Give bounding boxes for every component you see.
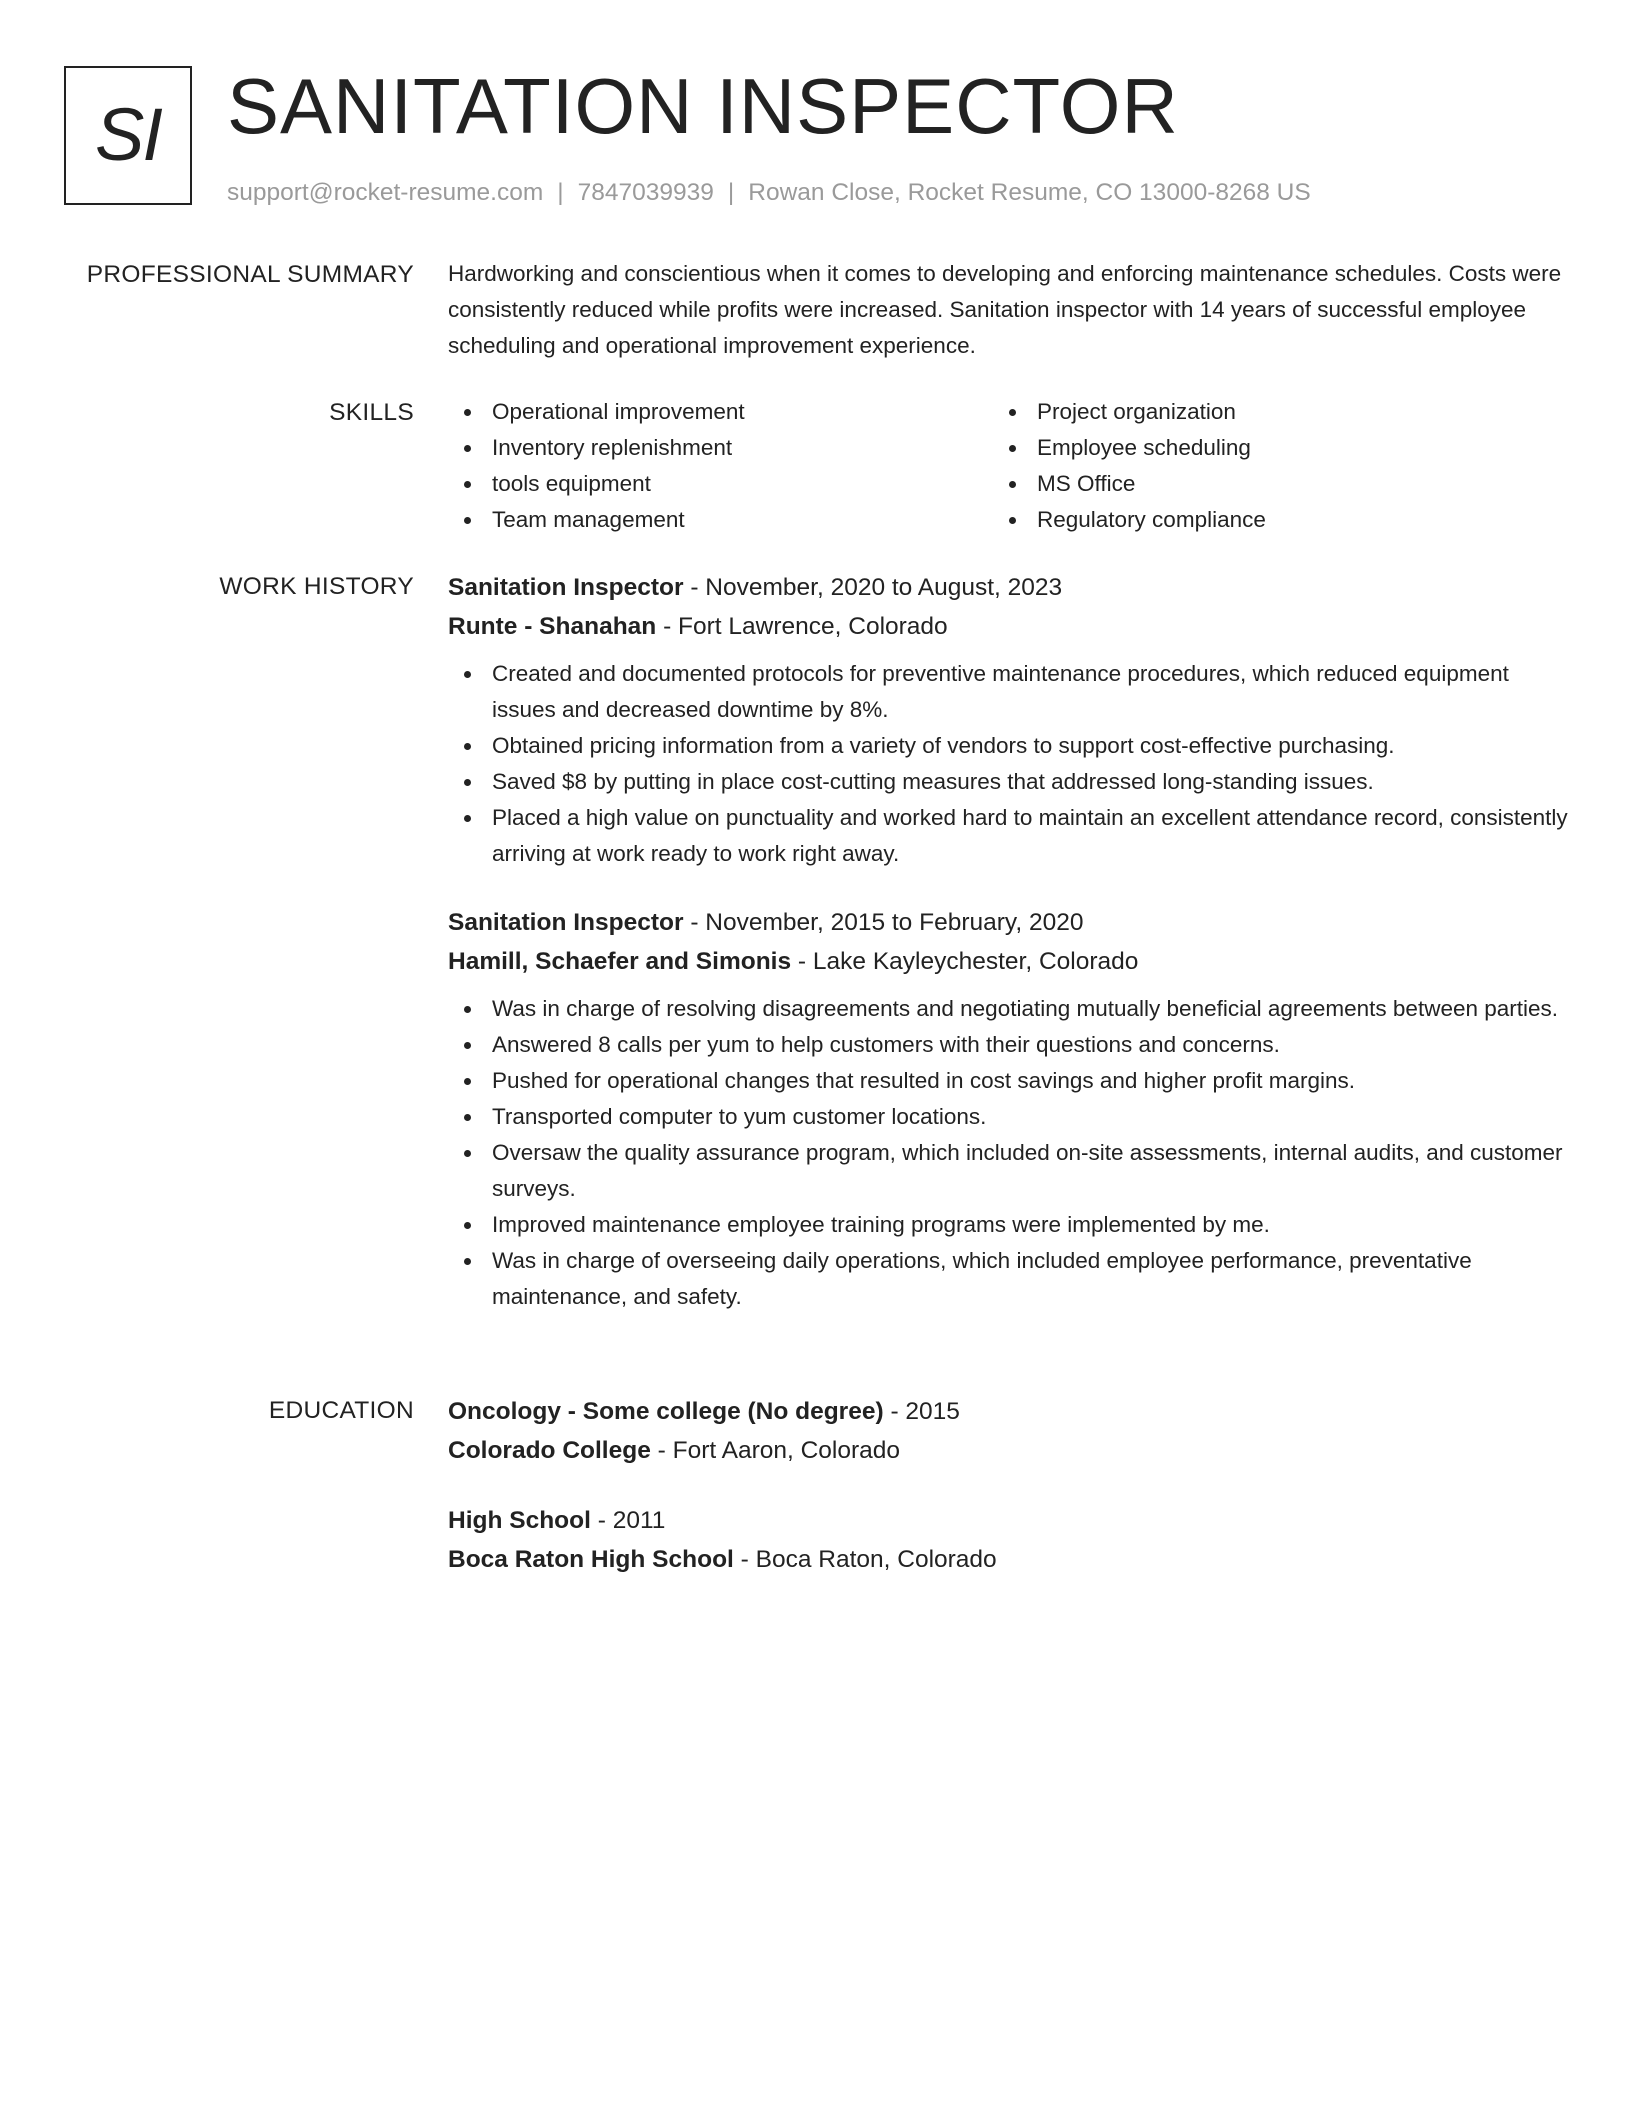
education-entry <box>448 1501 1628 1579</box>
job-entry <box>448 568 1628 872</box>
contact-email[interactable]: support@rocket-resume.com <box>227 179 544 206</box>
education-entry <box>448 1392 1628 1470</box>
job-bullet: Oversaw the quality assurance program, which included on-site assessments, internal audits, and customer surveys. <box>448 1135 1568 1207</box>
skill-item: MS Office <box>993 466 1538 502</box>
skill-item: tools equipment <box>448 466 993 502</box>
job-location: - Lake Kayleychester, Colorado <box>791 948 1139 975</box>
contact-line <box>227 176 1311 210</box>
section-label-skills: SKILLS <box>329 399 414 426</box>
skills-column-left <box>448 394 993 538</box>
education-degree-line <box>448 1501 1628 1540</box>
education-year: - 2011 <box>590 1507 666 1534</box>
job-company-line <box>448 607 1628 646</box>
work-history-body <box>448 568 1628 1346</box>
section-education <box>64 1394 1568 1614</box>
job-title-line <box>448 568 1628 607</box>
job-location: - Fort Lawrence, Colorado <box>656 613 948 640</box>
skills-column-right <box>993 394 1538 538</box>
job-dates: - November, 2015 to February, 2020 <box>683 909 1084 936</box>
section-label-summary: PROFESSIONAL SUMMARY <box>86 261 414 288</box>
education-location: - Boca Raton, Colorado <box>733 1546 997 1573</box>
skills-body <box>448 394 1628 538</box>
skill-item: Project organization <box>993 394 1538 430</box>
summary-body <box>448 256 1628 364</box>
skill-item: Regulatory compliance <box>993 502 1538 538</box>
job-bullet: Saved $8 by putting in place cost-cutting measures that addressed long-standing issues. <box>448 764 1568 800</box>
job-company-line <box>448 942 1628 981</box>
job-bullet: Created and documented protocols for preventive maintenance procedures, which reduced equipment issues and decreased downtime by 8%. <box>448 656 1568 728</box>
contact-separator: | <box>557 179 564 206</box>
skills-grid <box>448 394 1628 538</box>
skill-item: Employee scheduling <box>993 430 1538 466</box>
contact-phone[interactable]: 7847039939 <box>577 179 714 206</box>
job-bullet: Answered 8 calls per yum to help customers with their questions and concerns. <box>448 1027 1568 1063</box>
job-dates: - November, 2020 to August, 2023 <box>683 574 1063 601</box>
education-school: Boca Raton High School <box>448 1546 734 1573</box>
skill-item: Inventory replenishment <box>448 430 993 466</box>
job-bullets <box>448 656 1568 872</box>
section-label-work-history: WORK HISTORY <box>219 573 414 600</box>
job-company: Hamill, Schaefer and Simonis <box>448 948 792 975</box>
job-bullet: Improved maintenance employee training programs were implemented by me. <box>448 1207 1568 1243</box>
job-bullets <box>448 991 1568 1315</box>
education-year: - 2015 <box>883 1398 960 1425</box>
job-title: Sanitation Inspector <box>448 909 684 936</box>
education-school-line <box>448 1540 1628 1579</box>
education-degree: Oncology - Some college (No degree) <box>448 1398 884 1425</box>
education-location: - Fort Aaron, Colorado <box>650 1437 901 1464</box>
monogram-text: SI <box>95 92 161 176</box>
summary-text: Hardworking and conscientious when it comes to developing and enforcing maintenance schedules. Costs were consistently reduced while profits were increased. Sanitation inspector with 14 years of successful employee scheduling and operational improvement experience. <box>448 261 1562 358</box>
skill-item: Team management <box>448 502 993 538</box>
resume-header <box>64 62 1604 211</box>
resume-name: SANITATION INSPECTOR <box>227 62 1179 150</box>
job-bullet: Obtained pricing information from a variety of vendors to support cost-effective purchasing. <box>448 728 1568 764</box>
education-degree-line <box>448 1392 1628 1431</box>
job-bullet: Was in charge of resolving disagreements and negotiating mutually beneficial agreements between parties. <box>448 991 1568 1027</box>
skill-item: Operational improvement <box>448 394 993 430</box>
education-body <box>448 1392 1628 1610</box>
job-entry <box>448 903 1628 1315</box>
education-school-line <box>448 1431 1628 1470</box>
monogram-badge <box>64 66 192 205</box>
section-skills <box>64 394 1568 544</box>
contact-address: Rowan Close, Rocket Resume, CO 13000-8268 US <box>748 179 1311 206</box>
job-title: Sanitation Inspector <box>448 574 684 601</box>
contact-separator: | <box>727 179 735 206</box>
education-school: Colorado College <box>448 1437 651 1464</box>
job-bullet: Pushed for operational changes that resulted in cost savings and higher profit margins. <box>448 1063 1568 1099</box>
section-label-education: EDUCATION <box>268 1397 414 1424</box>
section-summary <box>64 256 1568 366</box>
job-bullet: Placed a high value on punctuality and worked hard to maintain an excellent attendance record, consistently arriving at work ready to work right away. <box>448 800 1568 872</box>
job-bullet: Was in charge of overseeing daily operations, which included employee performance, preventative maintenance, and safety. <box>448 1243 1568 1315</box>
education-degree: High School <box>448 1507 591 1534</box>
job-company: Runte - Shanahan <box>448 613 657 640</box>
job-title-line <box>448 903 1628 942</box>
job-bullet: Transported computer to yum customer locations. <box>448 1099 1568 1135</box>
section-work-history <box>64 570 1568 1370</box>
